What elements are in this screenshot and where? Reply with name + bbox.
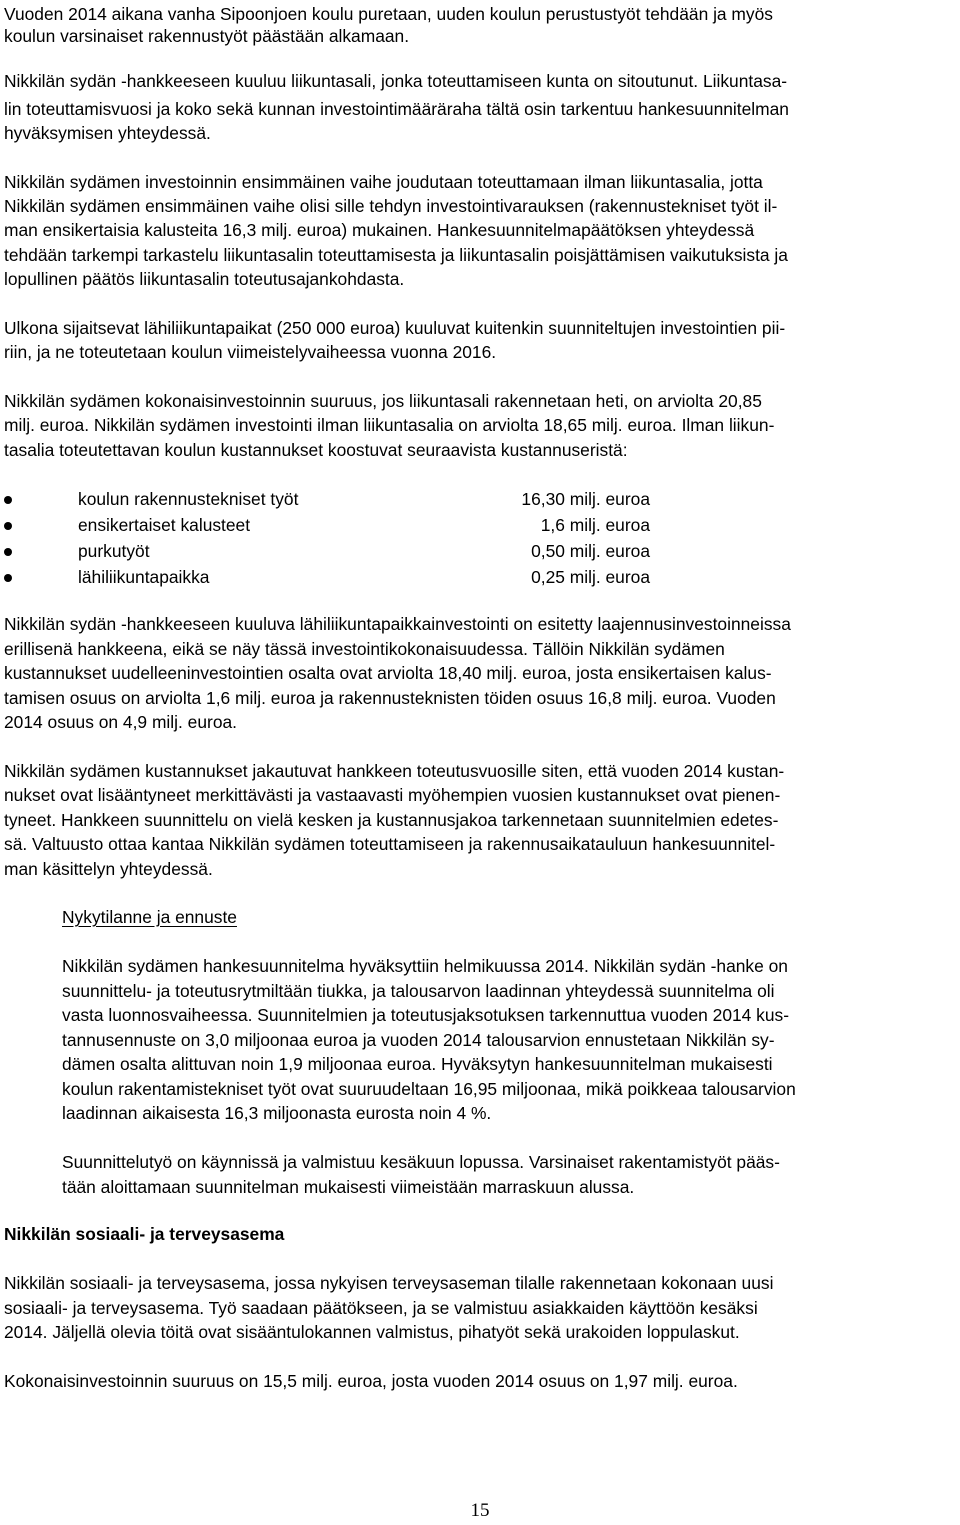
text-line: riin, ja ne toteutetaan koulun viimeistelyvaiheessa vuonna 2016. [4,342,497,362]
text-line: Nikkilän sydän -hankkeeseen kuuluva lähiliikuntapaikkainvestointi on esitetty laajennusinvestoinneissa [4,614,791,634]
text-line: lin toteuttamisvuosi ja koko sekä kunnan investointimääräraha tältä osin tarkentuu hankesuunnitelman [4,99,789,119]
text-line: vasta luonnosvaiheessa. Suunnitelmien ja toteutusjaksotuksen tarkennuttua vuoden 2014 kus- [62,1005,790,1025]
cost-item-value: 0,25 milj. euroa [531,567,650,587]
text-line: suunnittelu- ja toteutusrytmiltään tiukka, ja talousarvon laadinnan yhteydessä suunnitelma oli [62,981,775,1001]
text-line: Nikkilän sydämen ensimmäinen vaihe olisi sille tehdyn investointivarauksen (rakennustekniset työt il- [4,196,778,216]
text-line: tään aloittamaan suunnitelman mukaisesti viimeistään marraskuun alussa. [62,1177,635,1197]
text-line: sä. Valtuusto ottaa kantaa Nikkilän sydämen toteuttamiseen ja rakennusaikatauluun hankesuunnitel- [4,834,776,854]
bullet-icon [4,548,12,556]
cost-item-value: 16,30 milj. euroa [521,489,650,509]
bullet-icon [4,574,12,582]
text-line: Nikkilän sosiaali- ja terveysasema, jossa nykyisen terveysaseman tilalle rakennetaan kokonaan uusi [4,1273,774,1293]
section-subheading: Nykytilanne ja ennuste [62,907,237,927]
section-heading: Nikkilän sosiaali- ja terveysasema [4,1224,285,1244]
cost-item-label: lähiliikuntapaikka [78,567,210,587]
text-line: dämen osalta alittuvan noin 1,9 miljoonaa euroa. Hyväksytyn hankesuunnitelman mukaisesti [62,1054,773,1074]
text-line: Suunnittelutyö on käynnissä ja valmistuu kesäkuun lopussa. Varsinaiset rakentamistyöt pääs- [62,1152,780,1172]
page-number: 15 [470,1500,490,1521]
text-line: nukset ovat lisääntyneet merkittävästi ja vastaavasti myöhempien vuosien kustannukset ovat pienen- [4,785,781,805]
text-line: tannusennuste on 3,0 miljoonaa euroa ja vuoden 2014 talousarvion ennustetaan Nikkilän sy- [62,1030,775,1050]
bullet-icon [4,522,12,530]
text-line: lopullinen päätös liikuntasalin toteutusajankohdasta. [4,269,405,289]
text-line: milj. euroa. Nikkilän sydämen investointi ilman liikuntasalia on arviolta 18,65 milj. euroa. Ilman liikun- [4,415,775,435]
cost-item-label: purkutyöt [78,541,150,561]
text-line: kustannukset uudelleeninvestointien osalta ovat arviolta 18,40 milj. euroa, josta ensikertaisen kalus- [4,663,772,683]
cost-item-label: koulun rakennustekniset työt [78,489,299,509]
text-line: Vuoden 2014 aikana vanha Sipoonjoen koulu puretaan, uuden koulun perustustyöt tehdään ja myös [4,4,773,24]
cost-item-label: ensikertaiset kalusteet [78,515,251,535]
text-line: tasalia toteutettavan koulun kustannukset koostuvat seuraavista kustannuseristä: [4,440,628,460]
text-line: Nikkilän sydämen hankesuunnitelma hyväksyttiin helmikuussa 2014. Nikkilän sydän -hanke on [62,956,788,976]
text-line: Kokonaisinvestoinnin suuruus on 15,5 milj. euroa, josta vuoden 2014 osuus on 1,97 milj. euroa. [4,1371,738,1391]
text-line: tyneet. Hankkeen suunnittelu on vielä kesken ja kustannusjakoa tarkennetaan suunnitelmien edetes- [4,810,779,830]
text-line: tamisen osuus on arviolta 1,6 milj. euroa ja rakennusteknisten töiden osuus 16,8 milj. euroa. Vuoden [4,688,776,708]
text-line: Ulkona sijaitsevat lähiliikuntapaikat (250 000 euroa) kuuluvat kuitenkin suunniteltujen investointien pii- [4,318,786,338]
text-line: 2014 osuus on 4,9 milj. euroa. [4,712,237,732]
cost-item-value: 1,6 milj. euroa [540,515,650,535]
text-line: Nikkilän sydämen kustannukset jakautuvat hankkeen toteutusvuosille siten, että vuoden 2014 kustan- [4,761,785,781]
text-line: Nikkilän sydän -hankkeeseen kuuluu liikuntasali, jonka toteuttamiseen kunta on sitoutunut. Liikuntasa- [4,71,788,91]
text-line: tehdään tarkempi tarkastelu liikuntasalin toteuttamisesta ja liikuntasalin poisjättämisen vaikutuksista ja [4,245,788,265]
text-line: koulun rakentamistekniset työt ovat suuruudeltaan 16,95 miljoonaa, mikä poikkeaa talousarvion [62,1079,796,1099]
cost-item-value: 0,50 milj. euroa [531,541,650,561]
text-line: Nikkilän sydämen investoinnin ensimmäinen vaihe joudutaan toteuttamaan ilman liikuntasalia, jotta [4,172,763,192]
text-line: sosiaali- ja terveysasema. Työ saadaan päätökseen, ja se valmistuu asiakkaiden käyttöön kesäksi [4,1298,758,1318]
text-line: 2014. Jäljellä olevia töitä ovat sisääntulokannen valmistus, pihatyöt sekä urakoiden loppulaskut. [4,1322,740,1342]
text-line: hyväksymisen yhteydessä. [4,123,211,143]
text-line: laadinnan aikaisesta 16,3 miljoonasta eurosta noin 4 %. [62,1103,492,1123]
text-line: Nikkilän sydämen kokonaisinvestoinnin suuruus, jos liikuntasali rakennetaan heti, on arviolta 20,85 [4,391,762,411]
text-line: man ensikertaisia kalusteita 16,3 milj. euroa) mukainen. Hankesuunnitelmapäätöksen yhteydessä [4,220,755,240]
text-line: koulun varsinaiset rakennustyöt päästään alkamaan. [4,26,410,46]
text-line: man käsittelyn yhteydessä. [4,859,213,879]
text-line: erillisenä hankkeena, eikä se näy tässä investointikokonaisuudessa. Tällöin Nikkilän sydämen [4,639,725,659]
bullet-icon [4,496,12,504]
